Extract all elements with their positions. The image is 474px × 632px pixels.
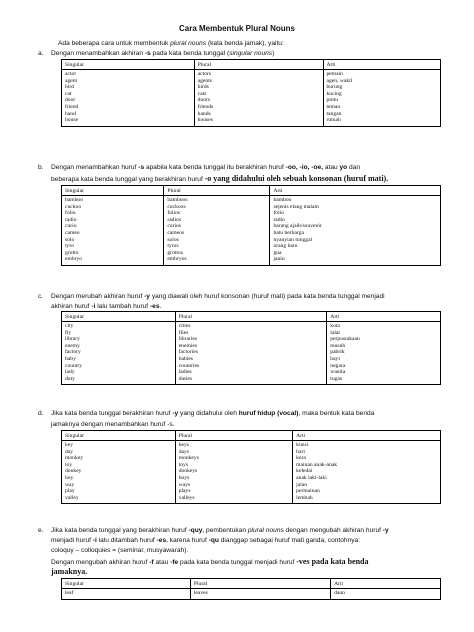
section-e-line4-bold-3: -ves pada kata benda [296, 557, 369, 566]
header-singular: Singular [62, 579, 191, 589]
table-header-row [62, 186, 441, 196]
header-plural: Plural [175, 312, 327, 322]
arti-cell: kera [296, 455, 306, 462]
intro-paragraph [58, 39, 284, 48]
arti-column [270, 196, 441, 266]
header-arti: Arti [270, 186, 441, 196]
section-d-heading-line1 [38, 409, 374, 418]
singular-cell: solo [65, 236, 75, 243]
section-b-table [61, 185, 441, 266]
arti-cell: kucing [326, 90, 342, 97]
arti-cell: negara [330, 362, 346, 369]
singular-cell: cuckoo [65, 203, 82, 210]
section-c-label: c. [38, 293, 44, 300]
header-singular: Singular [62, 186, 164, 196]
arti-cell: keledai [296, 468, 313, 475]
arti-cell: jalan [296, 481, 308, 488]
section-e-heading-line5 [51, 567, 87, 577]
section-c-heading-line2 [51, 302, 161, 311]
singular-cell: way [65, 481, 75, 488]
section-d-table [61, 430, 441, 504]
singular-cell: enemy [65, 342, 80, 349]
section-d-text-mid: yang didahului oleh [178, 410, 239, 417]
plural-cell: libraries [178, 336, 198, 343]
table-body-row [62, 441, 441, 504]
table-body-row [62, 70, 441, 127]
arti-cell: tangan [326, 110, 342, 117]
plural-cell: grottos [167, 249, 183, 256]
singular-cell: house [65, 117, 79, 124]
arti-column [323, 70, 441, 127]
section-e-line2-end: dianggap sebagai huruf mati ganda, contohnya: [218, 537, 361, 544]
section-e-line2-bold: -i [92, 537, 97, 544]
arti-cell: sejenis elang malam [273, 203, 319, 210]
section-b-heading-line2 [51, 174, 388, 184]
table-header-row [62, 431, 441, 441]
singular-column [62, 441, 176, 504]
section-b-text-end: dan [347, 164, 361, 171]
intro-italic: plural nouns [170, 40, 207, 47]
singular-cell: radio [65, 216, 77, 223]
section-d-label: d. [38, 410, 44, 417]
intro-text-end: (kata benda jamak), yaitu: [206, 40, 284, 47]
plural-cell: bamboos [167, 197, 188, 203]
table-header-row [62, 579, 441, 589]
section-a-italic: singular nouns [229, 50, 273, 57]
section-e-text-mid-2: dengan mengubah akhiran huruf [283, 527, 383, 534]
arti-cell: lalat [330, 329, 340, 336]
arti-cell: perpustakaan [330, 336, 360, 343]
arti-cell: folio [273, 210, 285, 217]
singular-cell: country [65, 362, 83, 369]
plural-cell: factories [178, 349, 198, 356]
plural-cell: curios [167, 223, 181, 230]
arti-cell: agen, wakil [326, 77, 353, 84]
plural-cell: folios [167, 210, 181, 217]
plural-cell: babies [178, 355, 193, 362]
arti-cell: musuh [330, 342, 346, 349]
singular-cell: embryo [65, 256, 83, 263]
section-b-bold: -s [138, 164, 145, 171]
header-arti: Arti [323, 60, 441, 70]
arti-cell: janin [273, 256, 285, 263]
arti-cell: hari [296, 448, 305, 455]
section-e-line2-text: menjadi huruf [51, 537, 93, 544]
singular-cell: key [65, 442, 74, 448]
plural-cell: duties [178, 375, 193, 382]
singular-cell: valley [65, 494, 79, 501]
section-e-line4-text: Dengan mengubah akhiran huruf [51, 559, 150, 566]
arti-cell: daun [334, 590, 345, 596]
section-c-line2-bold-2: -es [149, 303, 160, 310]
singular-cell: leaf [65, 590, 74, 596]
singular-cell: cat [65, 90, 72, 97]
section-e-text: Jika kata benda tunggal yang berakhiran huruf [51, 527, 189, 534]
arti-cell: nyanyian tunggal [273, 236, 313, 243]
plural-cell: valleys [178, 494, 195, 501]
section-e-heading-line1 [38, 526, 389, 535]
arti-cell: kota [330, 323, 340, 329]
section-e-heading-line3: coloquy – colloquies = (seminar, musyawarah). [51, 547, 189, 554]
section-b-text-mid: apabila kata benda tunggal itu berakhiran huruf [144, 164, 286, 171]
singular-cell: library [65, 336, 80, 343]
arti-cell: batu berharga [273, 229, 304, 236]
plural-cell: hands [197, 110, 211, 117]
arti-column [331, 589, 441, 600]
section-c-table [61, 311, 441, 385]
plural-cell: cities [178, 323, 191, 329]
arti-cell: barang ajaib/souvenir [273, 223, 322, 230]
section-e-line4-bold-2: -fe [170, 559, 179, 566]
section-e-line2-mid-2: , karena huruf [166, 537, 209, 544]
table-header-row [62, 60, 441, 70]
arti-cell: teman [326, 103, 341, 110]
section-b-line2-text: beberapa kata benda tunggal yang berakhiran huruf [51, 176, 205, 183]
singular-cell: toy [65, 461, 73, 468]
singular-cell: friend [65, 103, 79, 110]
singular-cell: play [65, 488, 75, 495]
section-b-bold-3: yo [339, 164, 348, 171]
singular-cell: actor [65, 71, 77, 77]
section-e-italic: plural nouns [247, 527, 284, 534]
section-e-bold: -quy [188, 527, 203, 534]
section-b-text: Dengan menambahkan huruf [51, 164, 139, 171]
plural-cell: donkeys [178, 468, 198, 475]
section-e-heading-line2 [51, 536, 360, 545]
section-a-table [61, 59, 441, 127]
arti-cell: burung [326, 84, 343, 91]
singular-cell: city [65, 323, 74, 329]
section-c-text-end: yang diawali oleh huruf konsonan (huruf mati) pada kata benda tunggal menjadi [149, 293, 385, 300]
arti-cell: radio [273, 216, 285, 223]
plural-cell: countries [178, 362, 200, 369]
section-a-label: a. [38, 50, 44, 57]
singular-cell: grotto [65, 249, 79, 256]
header-plural: Plural [190, 579, 330, 589]
singular-column [62, 589, 191, 600]
singular-cell: donkey [65, 468, 82, 475]
singular-cell: bamboo [65, 197, 84, 203]
section-e-line4-bold: -f [149, 559, 154, 566]
plural-column [190, 589, 330, 600]
plural-cell: solos [167, 236, 179, 243]
intro-text: Ada beberapa cara untuk membentuk [58, 40, 171, 47]
section-d-bold: -y [172, 410, 179, 417]
header-arti: Arti [293, 431, 441, 441]
singular-cell: factory [65, 349, 81, 356]
singular-cell: cameo [65, 229, 80, 236]
plural-cell: houses [197, 117, 213, 124]
singular-cell: bird [65, 84, 75, 91]
section-e-line2-bold-2: -es [156, 537, 167, 544]
table-body-row [62, 196, 441, 266]
arti-cell: gua [273, 249, 282, 256]
singular-cell: day [65, 448, 74, 455]
singular-cell: agent [65, 77, 78, 84]
singular-cell: folio [65, 210, 76, 217]
singular-column [62, 322, 176, 385]
header-plural: Plural [175, 431, 292, 441]
section-e-table [61, 578, 441, 600]
arti-cell: pabrik [330, 349, 345, 356]
table-body-row [62, 322, 441, 385]
section-b-label: b. [38, 164, 44, 171]
plural-cell: cameos [167, 229, 185, 236]
table-header-row [62, 312, 441, 322]
singular-cell: baby [65, 355, 76, 362]
section-d-text-end: , maka bentuk kata benda [298, 410, 375, 417]
section-c-line2-end: . [159, 303, 162, 310]
singular-cell: boy [65, 474, 74, 481]
plural-cell: monkeys [178, 455, 199, 462]
header-plural: Plural [194, 60, 323, 70]
plural-column [164, 196, 270, 266]
section-e-line5-bold: jamaknya. [51, 567, 88, 576]
singular-cell: lady [65, 369, 75, 376]
singular-cell: fly [65, 329, 72, 336]
page-title: Cara Membentuk Plural Nouns [178, 24, 296, 33]
section-c-heading-line1 [38, 292, 385, 301]
header-singular: Singular [62, 431, 176, 441]
section-b-text-mid-2: atau [323, 164, 340, 171]
section-e-line4-mid-2: pada kata benda tunggal menjadi huruf [178, 559, 297, 566]
plural-cell: flies [178, 329, 189, 336]
plural-cell: plays [178, 488, 191, 495]
singular-cell: tyro [65, 243, 75, 250]
plural-cell: actors [197, 71, 211, 77]
section-c-line2-bold: -i [91, 303, 96, 310]
arti-cell: bamboo [273, 197, 292, 203]
section-d-heading-line2: jamaknya dengan menambahkan huruf -s. [51, 421, 175, 428]
plural-cell: ways [178, 481, 191, 488]
section-a-text-end: ) [272, 50, 275, 57]
section-b-bold-2: -oo, -io, -oe, [285, 164, 323, 171]
plural-cell: leaves [193, 590, 208, 596]
plural-cell: enemies [178, 342, 198, 349]
section-b-line2-bold: -o yang didahului oleh sebuah konsonan (huruf mati). [204, 174, 389, 183]
section-a-text: Dengan menambahkan akhiran [51, 50, 145, 57]
arti-cell: kunci [296, 442, 309, 448]
section-a-heading [38, 49, 274, 58]
plural-cell: ladies [178, 369, 192, 376]
plural-cell: days [178, 448, 189, 455]
singular-column [62, 70, 195, 127]
section-e-label: e. [38, 527, 44, 534]
plural-column [175, 441, 292, 504]
arti-cell: lembah [296, 494, 313, 501]
arti-cell: anak laki-laki [296, 474, 327, 481]
section-a-text-mid: pada kata benda tunggal ( [150, 50, 230, 57]
singular-cell: monkey [65, 455, 84, 462]
plural-column [194, 70, 323, 127]
plural-cell: keys [178, 442, 189, 448]
plural-cell: toys [178, 461, 189, 468]
arti-cell: mainan anak-anak [296, 461, 338, 468]
plural-cell: birds [197, 84, 209, 91]
section-e-text-mid: , pembentukan [202, 527, 248, 534]
singular-column [62, 196, 164, 266]
plural-cell: embryos [167, 256, 187, 263]
section-e-line4-mid: atau [153, 559, 171, 566]
arti-cell: bayi [330, 355, 340, 362]
singular-cell: door [65, 97, 76, 104]
section-c-line2-mid: lalu tambah huruf [95, 303, 150, 310]
singular-cell: curio [65, 223, 77, 230]
section-c-text: Dengan merubah akhiran huruf [51, 293, 145, 300]
header-arti: Arti [327, 312, 441, 322]
arti-cell: orang baru [273, 243, 298, 250]
plural-cell: tyros [167, 243, 179, 250]
section-e-line2-bold-3: -qu [208, 537, 219, 544]
plural-cell: cats [197, 90, 207, 97]
table-body-row [62, 589, 441, 600]
arti-cell: rumah [326, 117, 341, 124]
plural-cell: friends [197, 103, 214, 110]
header-arti: Arti [331, 579, 441, 589]
singular-cell: hand [65, 110, 76, 117]
arti-column [327, 322, 441, 385]
header-singular: Singular [62, 312, 176, 322]
section-d-text: Jika kata benda tunggal berakhiran huruf [51, 410, 173, 417]
arti-cell: wanita [330, 369, 346, 376]
section-e-bold-2: -y [382, 527, 389, 534]
section-c-bold: -y [144, 293, 150, 300]
section-c-line2-text: akhiran huruf [51, 303, 92, 310]
header-plural: Plural [164, 186, 270, 196]
plural-cell: boys [178, 474, 190, 481]
plural-cell: cuckoos [167, 203, 186, 210]
plural-column [175, 322, 327, 385]
arti-cell: permainan [296, 488, 320, 495]
singular-cell: duty [65, 375, 75, 382]
section-d-bold-2: huruf hidup (vocal) [238, 410, 299, 417]
arti-cell: tugas [330, 375, 343, 382]
section-a-bold: -s [144, 50, 151, 57]
arti-column [293, 441, 441, 504]
arti-cell: pemain [326, 71, 343, 77]
plural-cell: doors [197, 97, 211, 104]
plural-cell: agents [197, 77, 212, 84]
arti-cell: pintu [326, 97, 338, 104]
header-singular: Singular [62, 60, 195, 70]
section-e-line2-mid: lalu ditambah huruf [96, 537, 157, 544]
plural-cell: radios [167, 216, 181, 223]
section-b-heading-line1 [38, 163, 360, 172]
section-e-heading-line4 [51, 557, 369, 567]
